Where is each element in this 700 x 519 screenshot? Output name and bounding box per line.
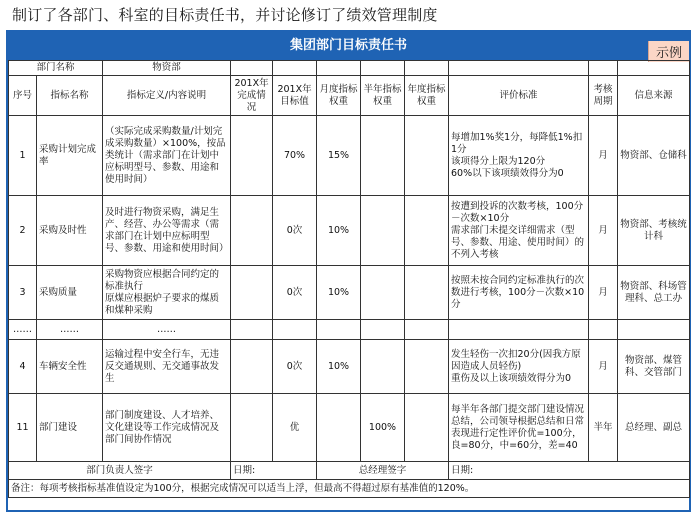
row-criteria: 发生轻伤一次扣20分(因我方原因造成人员轻伤) 重伤及以上该项绩效得分为0: [449, 340, 589, 394]
row-cycle: 半年: [589, 394, 618, 462]
row-source: 总经理、副总: [618, 394, 690, 462]
dept-name-label: 部门名称: [9, 61, 103, 76]
row-source: 物资部、科场管理科、总工办: [618, 266, 690, 320]
col-annual-weight: 月度指标权重: [317, 76, 361, 116]
header-row: [9, 76, 690, 116]
row-definition: 及时进行物资采购，满足生产、经营、办公等需求（需求部门在计划中应标明型号、参数、用途和使用时间）: [103, 196, 231, 266]
note-text: 备注：每项考核指标基准值设定为100分，根据完成情况可以适当上浮，但最高不得超过原有基准值的120%。: [9, 480, 690, 498]
row-target: 0次: [273, 266, 317, 320]
note-row: [9, 480, 690, 498]
gm-signature-label: 总经理签字: [317, 462, 449, 480]
row-indicator: 采购质量: [37, 266, 103, 320]
dept-head-signature-label: 部门负责人签字: [9, 462, 231, 480]
row-definition: ……: [103, 320, 231, 340]
table-row: [9, 394, 690, 462]
row-prev-year: [231, 340, 273, 394]
row-indicator: 部门建设: [37, 394, 103, 462]
sheet-title: 集团部门目标责任书: [8, 32, 689, 60]
col-target: 201X年目标值: [273, 76, 317, 116]
row-year-weight: [405, 116, 449, 196]
row-indicator: ……: [37, 320, 103, 340]
row-no: ……: [9, 320, 37, 340]
row-year-weight: [405, 266, 449, 320]
row-prev-year: [231, 196, 273, 266]
row-prev-year: [231, 266, 273, 320]
table-row-ellipsis: [9, 320, 690, 340]
row-definition: 采购物资应根据合同约定的标准执行 原煤应根据炉子要求的煤质和煤种采购: [103, 266, 231, 320]
row-prev-year: [231, 116, 273, 196]
row-no: 1: [9, 116, 37, 196]
col-year-weight: 年度指标权重: [405, 76, 449, 116]
row-definition: （实际完成采购数量/计划完成采购数量）×100%，按品类统计（需求部门在计划中应标明型号、参数、用途和使用时间）: [103, 116, 231, 196]
col-prev-year: 201X年完成情况: [231, 76, 273, 116]
row-half-weight: [361, 196, 405, 266]
row-criteria: 每增加1%奖1分，每降低1%扣1分 该项得分上限为120分 60%以下该项绩效得分为0: [449, 116, 589, 196]
row-year-weight: [405, 196, 449, 266]
signature-date-2: 日期:: [449, 462, 690, 480]
row-target: 0次: [273, 196, 317, 266]
row-source: 物资部、煤管科、交管部门: [618, 340, 690, 394]
row-cycle: 月: [589, 340, 618, 394]
col-criteria: 评价标准: [449, 76, 589, 116]
row-year-weight: [405, 340, 449, 394]
col-definition: 指标定义/内容说明: [103, 76, 231, 116]
row-annual-weight: 10%: [317, 266, 361, 320]
row-source: 物资部、仓储科: [618, 116, 690, 196]
row-indicator: 采购及时性: [37, 196, 103, 266]
row-cycle: 月: [589, 196, 618, 266]
col-half-weight: 半年指标权重: [361, 76, 405, 116]
row-criteria: 按遭到投诉的次数考核，100分－次数×10分 需求部门未提交详细需求（型号、参数、用途、使用时间）的不列入考核: [449, 196, 589, 266]
row-source: 物资部、考核统计科: [618, 196, 690, 266]
table-row: [9, 116, 690, 196]
row-target: 0次: [273, 340, 317, 394]
dept-name-row: [9, 61, 690, 76]
table-row: [9, 196, 690, 266]
col-cycle: 考核周期: [589, 76, 618, 116]
row-annual-weight: 10%: [317, 340, 361, 394]
row-half-weight: [361, 340, 405, 394]
table-row: [9, 340, 690, 394]
dept-name-value: 物资部: [103, 61, 231, 76]
row-criteria: 按照未按合同约定标准执行的次数进行考核，100分－次数×10分: [449, 266, 589, 320]
row-definition: 部门制度建设、人才培养、文化建设等工作完成情况及部门间协作情况: [103, 394, 231, 462]
signature-date-1: 日期:: [231, 462, 317, 480]
signature-row: [9, 462, 690, 480]
row-no: 2: [9, 196, 37, 266]
row-prev-year: [231, 394, 273, 462]
col-source: 信息来源: [618, 76, 690, 116]
row-half-weight: [361, 116, 405, 196]
row-half-weight: [361, 266, 405, 320]
row-indicator: 车辆安全性: [37, 340, 103, 394]
target-table: [8, 60, 690, 498]
row-year-weight: [405, 394, 449, 462]
row-annual-weight: 10%: [317, 196, 361, 266]
table-row: [9, 266, 690, 320]
row-no: 3: [9, 266, 37, 320]
row-no: 11: [9, 394, 37, 462]
row-cycle: 月: [589, 266, 618, 320]
responsibility-sheet: [6, 30, 691, 512]
row-no: 4: [9, 340, 37, 394]
row-annual-weight: 15%: [317, 116, 361, 196]
row-definition: 运输过程中安全行车，无违反交通规则、无交通事故发生: [103, 340, 231, 394]
row-target: 70%: [273, 116, 317, 196]
row-cycle: 月: [589, 116, 618, 196]
row-half-weight: 100%: [361, 394, 405, 462]
row-criteria: 每半年各部门提交部门建设情况总结，公司领导根据总结和日常表现进行定性评价优=100分，良=80分，中=60分，差=40: [449, 394, 589, 462]
col-indicator: 指标名称: [37, 76, 103, 116]
page-title: 制订了各部门、科室的目标责任书，并讨论修订了绩效管理制度: [12, 6, 438, 24]
example-badge: 示例: [648, 41, 689, 62]
row-target: 优: [273, 394, 317, 462]
row-annual-weight: [317, 394, 361, 462]
col-no: 序号: [9, 76, 37, 116]
row-indicator: 采购计划完成率: [37, 116, 103, 196]
